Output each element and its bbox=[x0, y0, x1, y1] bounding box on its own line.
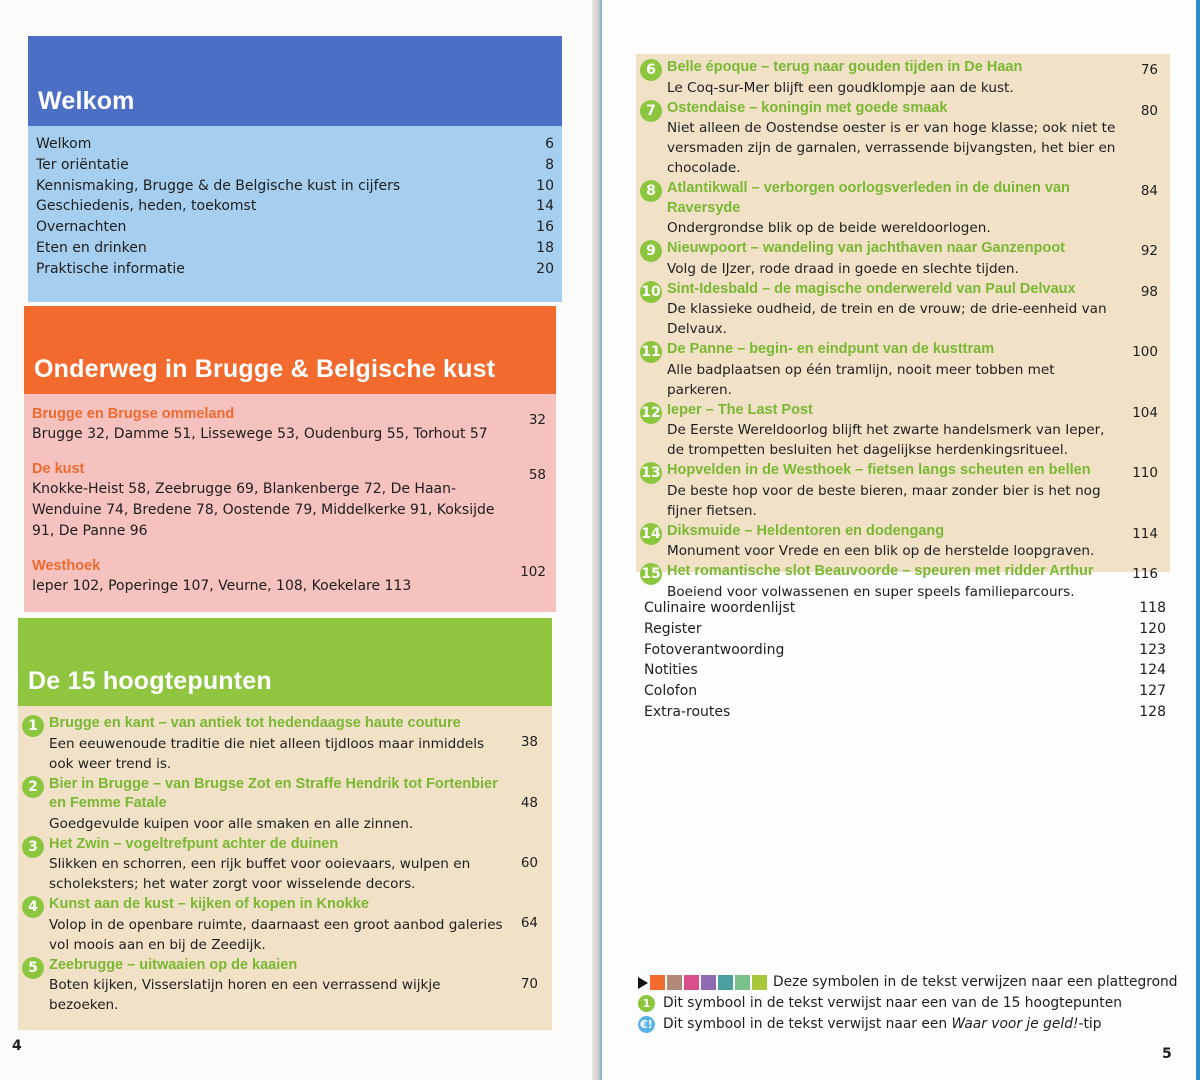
backmatter-label: Notities bbox=[644, 662, 698, 679]
highlight-item bbox=[22, 956, 542, 1016]
highlight-title: De Panne – begin- en eindpunt van de kusttram bbox=[667, 341, 995, 357]
highlight-title: Kunst aan de kust – kijken of kopen in Knokke bbox=[49, 896, 369, 912]
highlight-title: Bier in Brugge – van Brugse Zot en Straffe Hendrik tot Fortenbier en Femme Fatale bbox=[49, 775, 498, 811]
onderweg-list bbox=[24, 394, 556, 612]
legend-highlight-text: Dit symbool in de tekst verwijst naar een van de 15 hoogtepunten bbox=[663, 995, 1122, 1011]
backmatter-label: Register bbox=[644, 620, 702, 637]
highlight-body bbox=[667, 461, 1118, 521]
toc-label: Eten en drinken bbox=[36, 239, 147, 256]
onderweg-title: Onderweg in Brugge & Belgische kust bbox=[34, 355, 496, 383]
euro-tip-icon: €! bbox=[638, 1016, 655, 1033]
highlight-page: 84 bbox=[1140, 183, 1158, 199]
highlight-body bbox=[667, 99, 1118, 179]
highlight-body bbox=[667, 58, 1118, 98]
highlight-item bbox=[22, 714, 542, 774]
backmatter-page: 120 bbox=[1139, 620, 1166, 637]
toc-page: 14 bbox=[536, 198, 554, 215]
highlight-body bbox=[667, 179, 1118, 238]
backmatter-row bbox=[644, 660, 1166, 681]
highlight-body bbox=[667, 340, 1118, 400]
onderweg-section bbox=[24, 306, 556, 612]
toc-label: Welkom bbox=[36, 136, 92, 152]
highlight-number-icon: 1 bbox=[638, 995, 655, 1012]
highlight-number-icon: 1 bbox=[22, 715, 44, 737]
highlight-page: 100 bbox=[1132, 344, 1158, 360]
highlight-page: 80 bbox=[1140, 102, 1158, 119]
symbol-legend bbox=[638, 972, 1178, 1035]
welkom-section bbox=[28, 36, 562, 302]
backmatter-label: Culinaire woordenlijst bbox=[644, 600, 796, 616]
highlight-title: Het Zwin – vogeltrefpunt achter de duinen bbox=[49, 835, 339, 852]
highlight-number-icon: 4 bbox=[22, 896, 44, 918]
highlight-body bbox=[667, 562, 1118, 602]
highlight-text: Niet alleen de Oostendse oester is er van hoge klasse; ook niet te versmaden zijn de garnalen, verrassende bijvangsten, het bier en chocolade. bbox=[667, 120, 1116, 176]
play-arrow-icon bbox=[638, 977, 648, 989]
toc-page: 20 bbox=[536, 260, 554, 277]
highlight-number-icon: 5 bbox=[22, 957, 44, 979]
toc-label: Geschiedenis, heden, toekomst bbox=[36, 198, 257, 215]
highlight-body bbox=[667, 522, 1118, 562]
map-color-swatch bbox=[718, 975, 733, 990]
highlight-text: Boten kijken, Visserslatijn horen en een verrassend wijkje bezoeken. bbox=[49, 977, 441, 1013]
highlight-text: De Eerste Wereldoorlog blijft het zwarte handelsmerk van Ieper, de trompetten besluiten het dagelijkse herdenkingsritueel. bbox=[667, 422, 1105, 458]
legend-tip-text: Dit symbool in de tekst verwijst naar een Waar voor je geld!-tip bbox=[663, 1016, 1102, 1032]
backmatter-page: 128 bbox=[1139, 703, 1166, 720]
highlight-item bbox=[22, 775, 542, 834]
region-places: Knokke-Heist 58, Zeebrugge 69, Blankenberge 72, De Haan-Wenduine 74, Bredene 78, Oostende 79, Middelkerke 91, Koksijde 91, De Panne 96 bbox=[32, 481, 495, 539]
hoogtepunten-section bbox=[18, 618, 552, 1030]
highlight-text: Monument voor Vrede en een blik op de herstelde loopgraven. bbox=[667, 543, 1095, 559]
highlight-page: 92 bbox=[1140, 243, 1158, 259]
region-places: Ieper 102, Poperinge 107, Veurne, 108, Koekelare 113 bbox=[32, 578, 412, 594]
hoogtepunten-list-right bbox=[636, 54, 1170, 600]
toc-page: 6 bbox=[545, 136, 554, 152]
highlight-number-icon: 8 bbox=[640, 180, 662, 202]
highlight-number-icon: 14 bbox=[640, 523, 662, 545]
toc-row bbox=[36, 196, 562, 217]
backmatter-page: 124 bbox=[1139, 662, 1166, 679]
backmatter-page: 127 bbox=[1139, 683, 1166, 700]
welkom-list bbox=[28, 126, 562, 302]
backmatter-page: 123 bbox=[1139, 641, 1166, 658]
map-color-swatch bbox=[735, 975, 750, 990]
highlight-number-icon: 9 bbox=[640, 240, 662, 262]
toc-page: 18 bbox=[536, 239, 554, 256]
map-color-swatch bbox=[701, 975, 716, 990]
highlight-item bbox=[640, 340, 1158, 400]
highlight-body bbox=[667, 401, 1118, 461]
highlight-body bbox=[667, 239, 1118, 279]
highlight-title: Belle époque – terug naar gouden tijden in De Haan bbox=[667, 59, 1023, 75]
toc-page: 10 bbox=[536, 177, 554, 194]
region-title: Brugge en Brugse ommeland bbox=[32, 406, 235, 422]
region-page: 58 bbox=[528, 467, 546, 483]
welkom-title: Welkom bbox=[38, 87, 135, 115]
toc-label: Praktische informatie bbox=[36, 260, 185, 277]
highlight-item bbox=[22, 895, 542, 955]
page-number-right: 5 bbox=[1162, 1046, 1172, 1062]
highlight-title: Ieper – The Last Post bbox=[667, 401, 813, 418]
highlight-body bbox=[49, 835, 506, 895]
highlight-text: Boeiend voor volwassenen en super speels familieparcours. bbox=[667, 583, 1075, 600]
highlight-number-icon: 3 bbox=[22, 836, 44, 858]
highlight-item bbox=[640, 99, 1158, 179]
highlight-text: Alle badplaatsen op één tramlijn, nooit meer tobben met parkeren. bbox=[667, 361, 1055, 398]
toc-row bbox=[36, 134, 562, 155]
highlight-title: Sint-Idesbald – de magische onderwereld van Paul Delvaux bbox=[667, 280, 1076, 297]
highlight-item bbox=[22, 835, 542, 895]
highlight-page: 116 bbox=[1132, 566, 1158, 582]
highlight-title: Diksmuide – Heldentoren en dodengang bbox=[667, 522, 945, 539]
highlight-body bbox=[667, 280, 1118, 340]
highlight-title: Nieuwpoort – wandeling van jachthaven naar Ganzenpoot bbox=[667, 240, 1066, 256]
highlight-item bbox=[640, 562, 1158, 602]
region-title: Westhoek bbox=[32, 558, 101, 574]
highlight-text: De klassieke oudheid, de trein en de vrouw; de drie-eenheid van Delvaux. bbox=[667, 301, 1107, 337]
highlight-item bbox=[640, 179, 1158, 238]
highlight-number-icon: 10 bbox=[640, 281, 662, 303]
highlight-text: Goedgevulde kuipen voor alle smaken en alle zinnen. bbox=[49, 815, 414, 832]
highlight-item bbox=[640, 401, 1158, 461]
highlight-page: 38 bbox=[520, 734, 538, 750]
highlight-item bbox=[640, 58, 1158, 98]
highlight-number-icon: 12 bbox=[640, 402, 662, 424]
highlight-page: 48 bbox=[520, 794, 538, 811]
welkom-header bbox=[28, 36, 562, 126]
highlight-title: Atlantikwall – verborgen oorlogsverleden in de duinen van Raversyde bbox=[667, 180, 1070, 216]
highlight-body bbox=[49, 775, 506, 834]
backmatter-label: Extra-routes bbox=[644, 703, 731, 720]
backmatter-row bbox=[644, 702, 1166, 723]
toc-label: Kennismaking, Brugge & de Belgische kust in cijfers bbox=[36, 177, 401, 194]
region-item bbox=[32, 404, 546, 445]
highlight-text: Ondergrondse blik op de beide wereldoorlogen. bbox=[667, 220, 991, 236]
region-places: Brugge 32, Damme 51, Lissewege 53, Oudenburg 55, Torhout 57 bbox=[32, 426, 488, 442]
highlight-page: 64 bbox=[520, 915, 538, 931]
map-color-swatch bbox=[667, 975, 682, 990]
toc-row bbox=[36, 176, 562, 197]
highlight-title: Het romantische slot Beauvoorde – speuren met ridder Arthur bbox=[667, 563, 1094, 579]
highlight-title: Zeebrugge – uitwaaien op de kaaien bbox=[49, 956, 298, 973]
highlight-text: Volop in de openbare ruimte, daarnaast een groot aanbod galeries vol moois aan en bij de Zeedijk. bbox=[49, 916, 503, 953]
toc-page: 16 bbox=[536, 219, 554, 236]
highlight-text: Volg de IJzer, rode draad in goede en slechte tijden. bbox=[667, 260, 1019, 277]
highlight-item bbox=[640, 461, 1158, 521]
toc-row bbox=[36, 238, 562, 259]
highlight-page: 60 bbox=[520, 854, 538, 871]
legend-map-row bbox=[638, 972, 1178, 993]
highlight-page: 76 bbox=[1140, 62, 1158, 78]
toc-row bbox=[36, 155, 562, 176]
highlight-number-icon: 6 bbox=[640, 59, 662, 81]
map-swatches bbox=[650, 975, 769, 990]
toc-label: Ter oriëntatie bbox=[36, 156, 129, 173]
highlight-number-icon: 15 bbox=[640, 563, 662, 585]
onderweg-header bbox=[24, 306, 556, 394]
highlight-page: 70 bbox=[520, 975, 538, 992]
map-color-swatch bbox=[684, 975, 699, 990]
highlight-number-icon: 7 bbox=[640, 100, 662, 122]
region-title: De kust bbox=[32, 461, 85, 477]
highlight-text: Slikken en schorren, een rijk buffet voor ooievaars, wulpen en scholeksters; het water zorgt voor wisselende decors. bbox=[49, 856, 471, 892]
toc-page: 8 bbox=[545, 156, 554, 173]
highlight-item bbox=[640, 522, 1158, 562]
highlight-title: Hopvelden in de Westhoek – fietsen langs scheuten en bellen bbox=[667, 462, 1091, 478]
legend-highlight-row bbox=[638, 993, 1178, 1014]
map-color-swatch bbox=[752, 975, 767, 990]
highlight-number-icon: 13 bbox=[640, 462, 662, 484]
toc-label: Overnachten bbox=[36, 219, 127, 236]
highlight-title: Brugge en kant – van antiek tot hedendaagse haute couture bbox=[49, 715, 461, 731]
backmatter-row bbox=[644, 619, 1166, 640]
highlight-body bbox=[49, 895, 506, 955]
backmatter-row bbox=[644, 681, 1166, 702]
highlight-number-icon: 11 bbox=[640, 341, 662, 363]
highlight-page: 104 bbox=[1132, 404, 1158, 421]
legend-tip-row bbox=[638, 1014, 1178, 1035]
highlight-page: 110 bbox=[1132, 465, 1158, 481]
left-page bbox=[0, 0, 598, 1080]
highlight-item bbox=[640, 280, 1158, 340]
region-item bbox=[32, 459, 546, 542]
region-page: 102 bbox=[520, 564, 546, 580]
highlight-title: Ostendaise – koningin met goede smaak bbox=[667, 99, 948, 116]
hoogtepunten-header bbox=[18, 618, 552, 706]
region-item bbox=[32, 556, 546, 597]
toc-row bbox=[36, 259, 562, 280]
hoogtepunten-title: De 15 hoogtepunten bbox=[28, 667, 272, 695]
backmatter-row bbox=[644, 640, 1166, 661]
page-edge bbox=[1196, 0, 1200, 1080]
highlight-text: De beste hop voor de beste bieren, maar zonder bier is het nog fijner fietsen. bbox=[667, 482, 1101, 519]
highlight-number-icon: 2 bbox=[22, 776, 44, 798]
backmatter-row bbox=[644, 598, 1166, 619]
page-number-left: 4 bbox=[12, 1038, 22, 1054]
legend-map-text: Deze symbolen in de tekst verwijzen naar een plattegrond bbox=[773, 974, 1178, 990]
backmatter-list bbox=[644, 598, 1166, 723]
hoogtepunten-list-left bbox=[18, 706, 552, 1030]
highlight-item bbox=[640, 239, 1158, 279]
backmatter-label: Colofon bbox=[644, 683, 698, 700]
highlight-page: 114 bbox=[1132, 525, 1158, 542]
highlight-body bbox=[49, 714, 506, 774]
highlight-text: Le Coq-sur-Mer blijft een goudklompje aan de kust. bbox=[667, 79, 1014, 96]
backmatter-page: 118 bbox=[1139, 600, 1166, 616]
region-page: 32 bbox=[528, 412, 546, 428]
backmatter-label: Fotoverantwoording bbox=[644, 641, 785, 658]
highlight-page: 98 bbox=[1140, 283, 1158, 300]
map-color-swatch bbox=[650, 975, 665, 990]
highlight-text: Een eeuwenoude traditie die niet alleen tijdloos maar inmiddels ook weer trend is. bbox=[49, 735, 485, 772]
highlight-body bbox=[49, 956, 506, 1016]
toc-row bbox=[36, 217, 562, 238]
